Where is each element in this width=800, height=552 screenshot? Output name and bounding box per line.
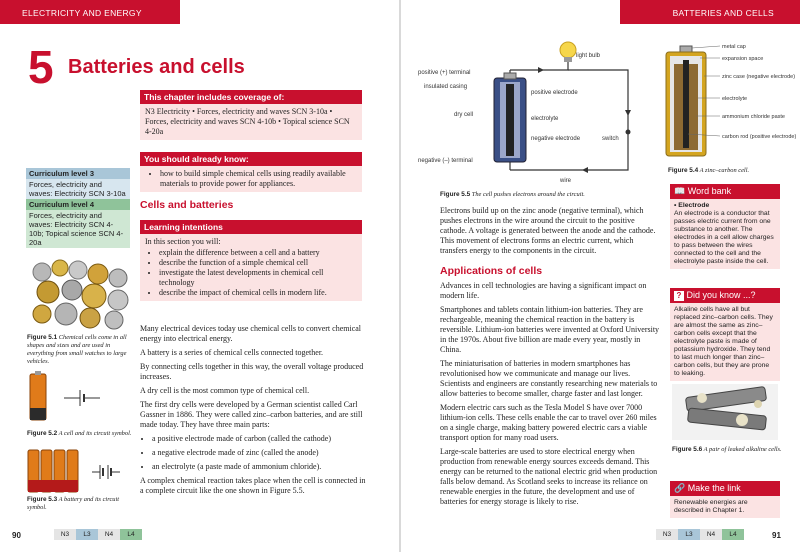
applications-paragraph: Advances in cell technologies are having a significant impact on modern life. [440, 281, 647, 300]
learning-item: • describe the impact of chemical cells in modern life. [159, 288, 357, 298]
circuit-diagram [418, 40, 650, 190]
figure-5-2-label: Figure 5.2 [27, 430, 58, 437]
label-positive-electrode: positive electrode [531, 90, 578, 96]
learning-item: • investigate the latest developments in chemical cell technology [159, 268, 357, 288]
leaked-cells-photo [672, 384, 778, 440]
left-body-column [140, 324, 366, 496]
label-ammonium: ammonium chloride paste [722, 114, 785, 120]
label-zinc-case: zinc case (negative electrode) [722, 74, 796, 80]
label-positive-terminal: positive (+) terminal [418, 70, 471, 76]
label-carbon-rod: carbon rod (positive electrode) [722, 134, 797, 140]
figure-5-3-label: Figure 5.3 [27, 496, 58, 503]
word-bank-header [670, 184, 780, 199]
figure-5-4-text: A zinc–carbon cell. [699, 167, 750, 174]
body-paragraph: Many electrical devices today use chemical cells to convert chemical energy into electrical energy. [140, 324, 362, 343]
curriculum-l3-label: Curriculum level 3 [26, 168, 130, 179]
label-dry-cell: dry cell [454, 112, 474, 118]
figure-5-5-label: Figure 5.5 [440, 191, 471, 198]
curriculum-panel [26, 168, 130, 248]
level-strip-right [656, 529, 744, 540]
cell-part-item: • a negative electrode made of zinc (called the anode) [152, 448, 366, 458]
coverage-text: N3 Electricity • Forces, electricity and waves SCN 3-10a • Forces, electricity and waves SCN 4-10b • Topical science SCN 4-20a [140, 104, 362, 140]
figure-5-1-caption [27, 334, 137, 366]
did-you-know-box [670, 288, 780, 381]
coverage-heading: This chapter includes coverage of: [140, 90, 362, 104]
level-l3: L3 [76, 529, 98, 540]
chapter-number: 5 [28, 41, 54, 93]
body-paragraph: A dry cell is the most common type of chemical cell. [140, 386, 310, 395]
word-bank-term: • Electrode [674, 202, 710, 209]
already-know-item: • how to build simple chemical cells using readily available materials to provide power for appliances. [160, 169, 357, 189]
learning-box [140, 220, 362, 301]
figure-5-5-caption [440, 191, 660, 199]
figure-5-4-label: Figure 5.4 [668, 167, 699, 174]
label-insulated-casing: insulated casing [424, 84, 468, 90]
question-icon: ? [674, 291, 684, 301]
page-number-right: 91 [772, 531, 781, 540]
level-l4: L4 [120, 529, 142, 540]
header-bar-left [0, 0, 180, 24]
level-n3: N3 [54, 529, 76, 540]
label-negative-electrode: negative electrode [531, 136, 581, 142]
applications-paragraph: Modern electric cars such as the Tesla Model S have over 7000 lithium-ion cells. These cells enable the car to travel over 260 miles on a single charge, making battery powered electric cars a viable transport option for many road users. [440, 403, 657, 442]
applications-heading: Applications of cells [440, 265, 543, 277]
level-l3: L3 [678, 529, 700, 540]
curriculum-l3-text: Forces, electricity and waves: Electricity SCN 3-10a [26, 179, 130, 199]
body-paragraph: A battery is a series of chemical cells connected together. [140, 348, 324, 357]
word-bank-definition: An electrode is a conductor that passes electric current from one substance to another. The electrodes in a cell allow charges to pass between the wires connected to the cell and the electrolyte paste inside the cell. [674, 210, 774, 265]
single-cell-illustration [28, 370, 128, 424]
already-know-body [140, 166, 362, 192]
word-bank-body [670, 199, 780, 269]
learning-body [140, 234, 362, 301]
label-electrolyte-54: electrolyte [722, 96, 748, 102]
applications-paragraph: Large-scale batteries are used to store electrical energy when production from renewable energy sources exceeds demand. This energy can be returned to the national electric grid when production falls below demand. As Scotland seeks to increase its reliance on renewable energies in the future, the development and use of batteries for energy storage is likely to rise. [440, 447, 658, 506]
learning-heading: Learning intentions [140, 220, 362, 234]
cell-part-item: • a positive electrode made of carbon (called the cathode) [152, 434, 366, 444]
right-intro-paragraph: Electrons build up on the zinc anode (negative terminal), which pushes electrons in the wire around the circuit to the positive cathode. A voltage is generated between the anode and the cathode. This movement of electrons forms an electric current, which transfers energy to the components in the circuit. [440, 206, 656, 255]
already-know-box [140, 152, 362, 192]
word-bank-box [670, 184, 780, 269]
figure-5-1-text: Chemical cells come in all shapes and sizes and are used in everything from small watches to large vehicles. [27, 334, 127, 365]
figure-5-6-label: Figure 5.6 [672, 446, 703, 453]
applications-paragraph: Smartphones and tablets contain lithium-ion batteries. They are rechargeable, meaning the chemical reaction in the battery is reversible. Lithium-ion batteries were invented at Oxford University in the 1970s. About five billion are made every year, mostly in China. [440, 305, 660, 354]
figure-5-6-caption [672, 446, 782, 454]
word-bank-term-text: Electrode [678, 202, 710, 209]
curriculum-l4-label: Curriculum level 4 [26, 199, 130, 210]
level-n3: N3 [656, 529, 678, 540]
page-number-left: 90 [12, 531, 21, 540]
link-icon: 🔗 [674, 483, 686, 493]
zinc-carbon-cell-diagram [660, 36, 797, 162]
curriculum-l4-text: Forces, electricity and waves: Electricity SCN 4-10b; Topical science SCN 4-20a [26, 210, 130, 248]
label-switch: switch [602, 136, 619, 142]
header-left-label: ELECTRICITY AND ENERGY [22, 8, 142, 18]
label-metal-cap: metal cap [722, 44, 746, 50]
figure-5-3-caption [27, 496, 137, 512]
cell-part-item: • an electrolyte (a paste made of ammonium chloride). [152, 462, 366, 472]
did-you-know-header [670, 288, 780, 303]
level-n4: N4 [98, 529, 120, 540]
make-the-link-header [670, 481, 780, 496]
figure-5-1-label: Figure 5.1 [27, 334, 58, 341]
word-bank-heading: Word bank [687, 186, 732, 196]
figure-5-6-text: A pair of leaked alkaline cells. [703, 446, 782, 453]
coverage-box [140, 90, 362, 140]
section-title: Cells and batteries [140, 199, 234, 211]
already-know-heading: You should already know: [140, 152, 362, 166]
page-gutter [399, 0, 401, 552]
figure-5-5-text: The cell pushes electrons around the circuit. [471, 191, 585, 198]
chapter-title: Batteries and cells [68, 56, 245, 78]
figure-5-2-text: A cell and its circuit symbol. [58, 430, 132, 437]
did-you-know-heading: Did you know ...? [686, 290, 756, 300]
applications-paragraph: The miniaturisation of batteries in modern smartphones has revolutionised how we communicate and manage our lives. Scientists and engineers are constantly researching new materials to allow batteries to become smaller, charge faster and last longer. [440, 359, 658, 398]
header-bar-right [620, 0, 800, 24]
label-electrolyte: electrolyte [531, 116, 559, 122]
level-n4: N4 [700, 529, 722, 540]
figure-5-3-text: A battery and its circuit symbol. [27, 496, 120, 511]
applications-column [440, 281, 662, 507]
figure-5-2-caption [27, 430, 137, 438]
body-paragraph: The first dry cells were developed by a German scientist called Carl Gassner in 1886. They were called zinc–carbon batteries, and are still made today. They have three main parts: [140, 400, 363, 429]
label-expansion-space: expansion space [722, 56, 764, 62]
learning-item: • describe the function of a simple chemical cell [159, 258, 357, 268]
label-light-bulb: light bulb [576, 53, 601, 59]
body-paragraph: A complex chemical reaction takes place when the cell is connected in a complete circuit like the one shown in Figure 5.5. [140, 476, 366, 495]
book-icon: 📖 [674, 186, 686, 196]
figure-5-4-caption [668, 167, 788, 175]
did-you-know-text: Alkaline cells have all but replaced zinc–carbon cells. They are almost the same as zinc–carbon cells except that the electrolyte paste is made of potassium hydroxide. They tend to last much longer than zinc–carbon cells, but they are prone to leaking. [670, 303, 780, 381]
cells-photo [28, 258, 132, 330]
body-paragraph: By connecting cells together in this way, the overall voltage produced increases. [140, 362, 364, 381]
make-the-link-text: Renewable energies are described in Chapter 1. [670, 496, 780, 518]
label-negative-terminal: negative (–) terminal [418, 158, 473, 164]
learning-intro: In this section you will: [145, 237, 221, 246]
learning-item: • explain the difference between a cell and a battery [159, 248, 357, 258]
battery-illustration [28, 446, 138, 496]
header-right-label: BATTERIES AND CELLS [672, 8, 774, 18]
level-strip-left [54, 529, 142, 540]
label-wire: wire [560, 178, 572, 184]
level-l4: L4 [722, 529, 744, 540]
make-the-link-heading: Make the link [687, 483, 741, 493]
make-the-link-box [670, 481, 780, 518]
